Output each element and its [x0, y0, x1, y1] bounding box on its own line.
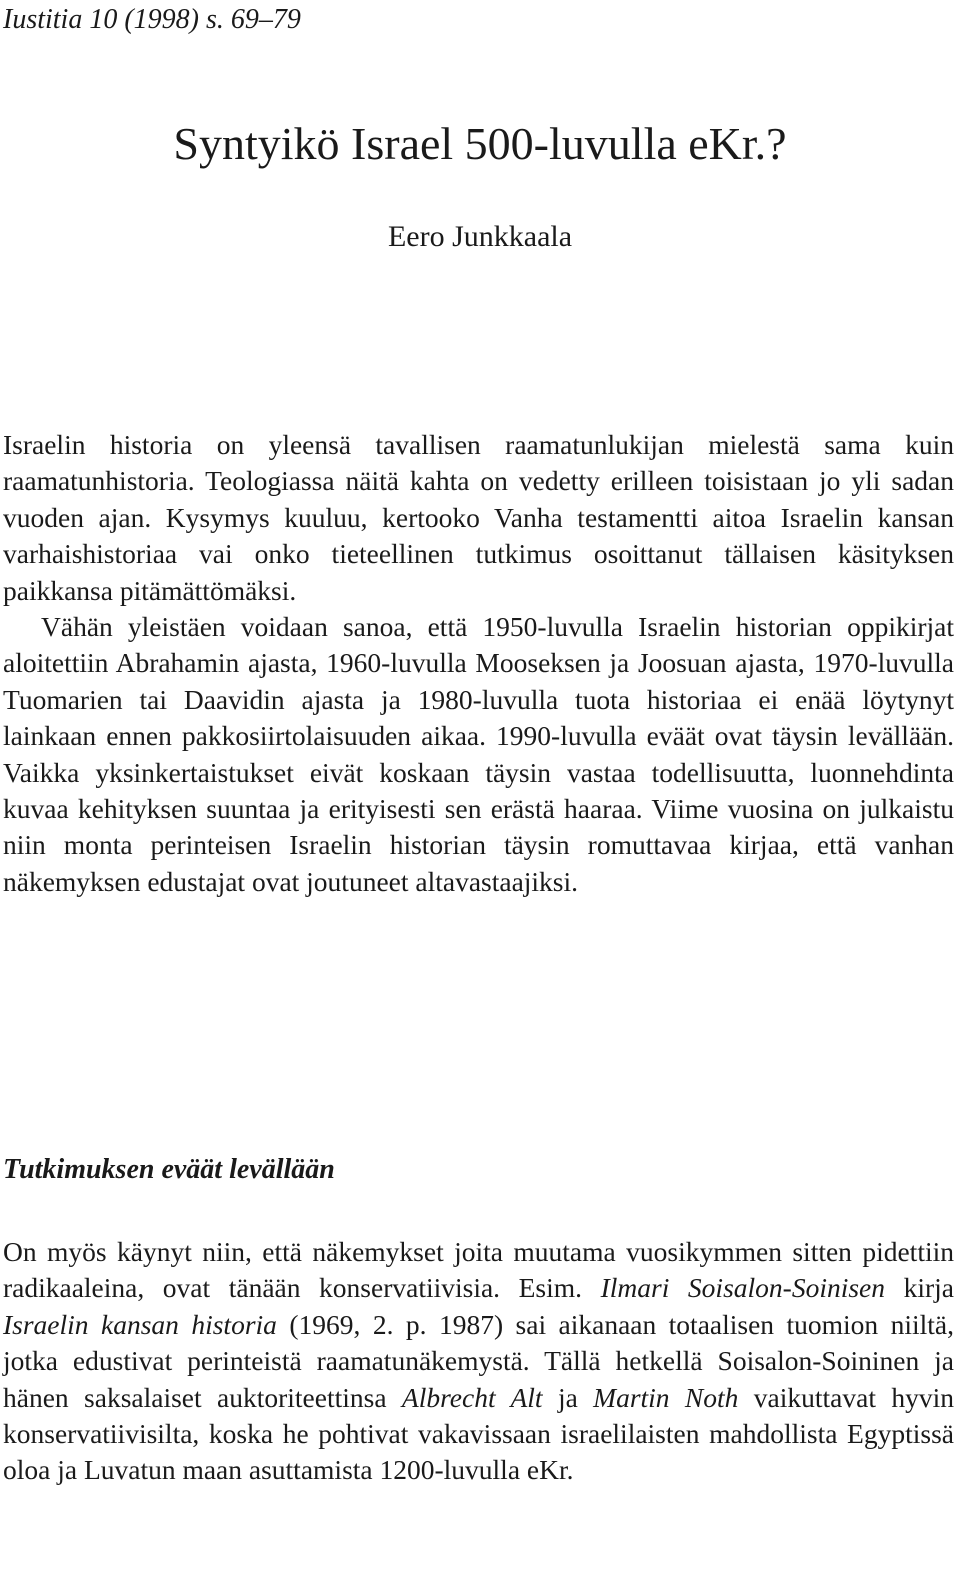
intro-paragraph-1: Israelin historia on yleensä tavallisen raamatunlukijan mielestä sama kuin raamatunhistoria. Teologiassa näitä kahta on vedetty erilleen toisistaan jo yli sadan vuoden ajan. Kysymys kuuluu, kertooko Vanha testamentti aitoa Israelin kansan varhaishistoriaa vai onko tieteellinen tutkimus osoittanut tällaisen käsityksen paikkansa pitämättömäksi. — [3, 429, 954, 606]
article-title: Syntyikö Israel 500-luvulla eKr.? — [173, 118, 787, 169]
cited-author-noth: Martin Noth — [593, 1381, 739, 1413]
article-author: Eero Junkkaala — [387, 220, 573, 253]
section-body — [3, 1234, 954, 1489]
text-run: vaikuttavat hyvin konservatiivisilta, koska he pohtivat vakavissaan israelilaisten mahdollista Egyptissä oloa ja Luvatun maan asuttamista 1200-luvulla eKr. — [3, 1381, 954, 1486]
intro-section — [3, 427, 954, 900]
intro-paragraph-2: Vähän yleistäen voidaan sanoa, että 1950-luvulla Israelin historian oppikirjat aloitettiin Abrahamin ajasta, 1960-luvulla Mooseksen ja Joosuan ajasta, 1970-luvulla Tuomarien tai Daavidin ajasta ja 1980-luvulla tuota historiaa ei enää löytynyt lainkaan ennen pakkosiirtolaisuuden aikaa. 1990-luvulla eväät ovat täysin levällään. Vaikka yksinkertaistukset eivät koskaan täysin vastaa todellisuutta, luonnehdinta kuvaa kehityksen suuntaa ja erityisesti sen erästä haaraa. Viime vuosina on julkaistu niin monta perinteisen Israelin historian täysin romuttavaa kirjaa, että vanhan näkemyksen edustajat ovat joutuneet altavastaajiksi. — [3, 611, 954, 897]
section-paragraph-1 — [3, 1234, 954, 1489]
text-run: (1969, 2. p. 1987) sai aikanaan totaalisen tuomion niiltä, jotka edustivat perinteistä raamatunäkemystä. Tällä hetkellä Soisalon-Soininen ja hänen saksalaiset auktoriteettinsa — [3, 1308, 954, 1413]
text-run: On myös käynyt niin, että näkemykset joita muutama vuosikymmen sitten pidettiin radikaaleina, ovat tänään konservatiivisia. Esim. — [3, 1236, 954, 1304]
running-head: Iustitia 10 (1998) s. 69–79 — [3, 4, 301, 35]
text-run: ja — [542, 1381, 594, 1413]
cited-book-title: Israelin kansan historia — [3, 1308, 277, 1340]
section-heading: Tutkimuksen eväät levällään — [3, 1154, 335, 1185]
cited-author-soisalon-soininen: Ilmari Soisalon-Soinisen — [600, 1272, 886, 1304]
cited-author-alt: Albrecht Alt — [401, 1381, 543, 1413]
text-run: kirja — [885, 1272, 954, 1304]
